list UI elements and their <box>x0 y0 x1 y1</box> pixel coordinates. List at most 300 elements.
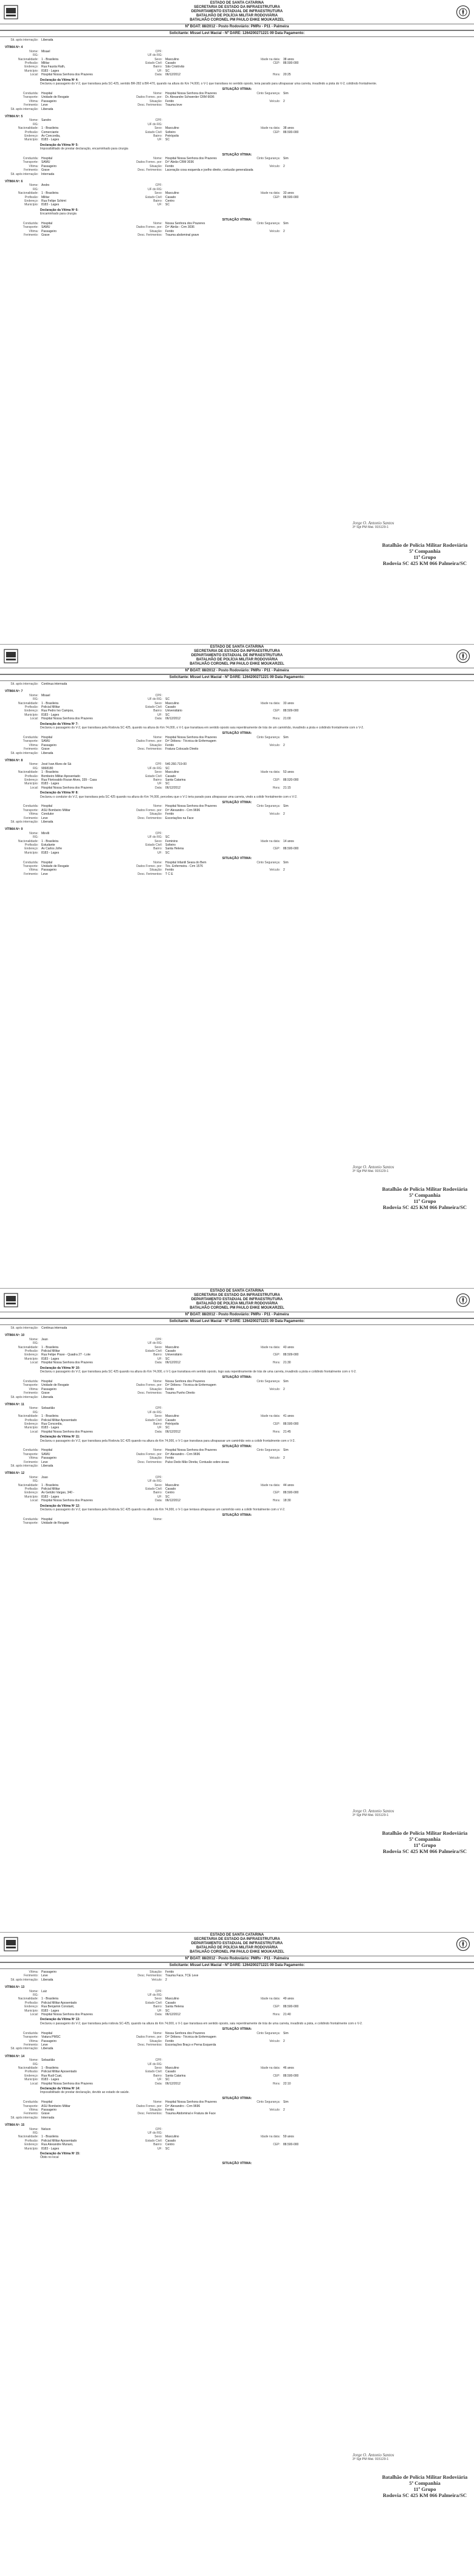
victim-fields <box>5 1338 469 1365</box>
field-label: Situação: <box>149 743 162 747</box>
field-label: Município: <box>24 2146 38 2151</box>
field-value: 49 anos <box>283 1997 294 2001</box>
field-label <box>246 108 282 111</box>
field-label: Vítima: <box>29 1970 38 1974</box>
field-value: Hospital Nossa Senhora dos Prazeres <box>165 804 217 809</box>
page-header <box>0 0 474 22</box>
field-value: Hospital Nossa Senhora dos Prazeres <box>165 735 217 739</box>
field-value: ASU Bombeiro Militar <box>41 808 70 812</box>
field-value: Hospital <box>41 2100 53 2105</box>
field-label: Hora: <box>272 2013 280 2017</box>
field-value: Hospital <box>41 1517 53 1521</box>
field-value <box>283 1464 362 1468</box>
victim-fields <box>5 694 469 721</box>
field-value: Ferido <box>165 743 174 747</box>
field-value: 06/12/2012 <box>165 1430 181 1434</box>
field-label: Dados Fornec. por: <box>136 2035 162 2040</box>
victim-fields <box>5 1476 469 1503</box>
report-page <box>0 644 474 1288</box>
field-value: Rua Concordia, <box>41 1422 63 1426</box>
field-label: Nacionalidade: <box>18 126 38 131</box>
field-label: CEP: <box>273 2143 280 2147</box>
field-value: 20:25 <box>283 73 291 77</box>
field-value: Ferido <box>165 2108 174 2112</box>
field-label: Idade na data: <box>261 2135 280 2139</box>
page-divider <box>0 1932 474 1933</box>
field-label: Nome: <box>29 762 38 767</box>
field-value: Policial Militar Aposentado <box>41 1418 77 1422</box>
field-label: Transporte: <box>22 1521 38 1526</box>
field-value: 1 - Brasileira <box>41 126 59 131</box>
field-label: CPF: <box>155 1337 162 1341</box>
header-line3: DEPARTAMENTO ESTADUAL DE INFRAESTRUTURA <box>191 1942 283 1945</box>
victim-fields <box>5 1406 469 1434</box>
field-value: Centro <box>165 1491 175 1495</box>
victim-section <box>5 180 469 238</box>
field-label: Bairro: <box>153 2005 162 2009</box>
field-value: 8183 - Lages <box>41 138 60 142</box>
field-value: 18:30 <box>283 1499 291 1503</box>
field-value <box>283 173 362 176</box>
field-label: Sit. após internação: <box>10 2115 38 2120</box>
field-label: Nome: <box>153 91 162 95</box>
field-value: Liberada <box>41 751 53 755</box>
field-value: Liberada <box>41 1978 53 1982</box>
field-value: SC <box>165 782 170 786</box>
field-value: SAMU <box>41 739 50 744</box>
stamp-line3: 11º Grupo <box>413 1198 436 1204</box>
page-header <box>0 644 474 666</box>
bo-number-bar: Nº BOAT: 88/2012 - Posto Rodoviário: PMRv - P11 - Palmeira <box>0 1956 474 1962</box>
field-value: Feminino <box>165 839 178 843</box>
field-value: 2 <box>283 164 285 168</box>
field-label: Idade na data: <box>261 126 280 131</box>
header-line1: ESTADO DE SANTA CATARINA <box>210 1289 264 1293</box>
field-label: Conduzida: <box>22 2031 38 2035</box>
field-value: Masculino <box>165 1483 179 1487</box>
field-value: Rua Rudi Cuat, <box>41 2074 63 2078</box>
field-value: Ferido <box>165 99 174 103</box>
unit-stamp <box>379 1186 470 1210</box>
field-label: UF do RG: <box>148 766 162 770</box>
field-label: Município: <box>24 2078 38 2082</box>
field-value: 8183 - Lages <box>41 203 60 207</box>
header-line3: DEPARTAMENTO ESTADUAL DE INFRAESTRUTURA <box>191 10 283 13</box>
field-label: Veículo: <box>269 229 280 233</box>
field-value: Passageiro <box>41 229 57 233</box>
field-value: 06/12/2012 <box>165 1499 181 1503</box>
field-label: Estado Civil: <box>145 61 162 66</box>
header-line2: SECRETARIA DE ESTADO DA INFRAESTRUTURA <box>194 5 280 9</box>
victim-fields <box>5 50 469 77</box>
field-label: Bairro: <box>153 1353 162 1357</box>
field-label: RG: <box>33 1341 38 1346</box>
stamp-line3: 11º Grupo <box>413 2486 436 2492</box>
field-label: CEP: <box>273 130 280 134</box>
field-label: Profissão: <box>24 2070 38 2074</box>
field-value: Solteiro <box>165 843 176 848</box>
field-label: UF do RG: <box>148 835 162 840</box>
field-label: Cinto Segurança: <box>256 804 280 809</box>
field-value: Liberada <box>41 38 53 42</box>
field-value: Santa Helena <box>165 2005 184 2009</box>
field-label: Cinto Segurança: <box>256 735 280 739</box>
field-label <box>246 203 282 207</box>
field-label: Desc. Ferimentos: <box>137 2043 162 2047</box>
field-label: Nome: <box>153 804 162 809</box>
field-value: Sim <box>283 222 289 226</box>
field-label: Desc. Ferimentos: <box>137 1974 162 1978</box>
field-label: Sit. após internação: <box>10 1395 38 1399</box>
field-value <box>283 233 362 237</box>
field-value: 1 - Brasileira <box>41 57 59 61</box>
field-label: Nacionalidade: <box>18 191 38 196</box>
field-label: Desc. Ferimentos: <box>137 103 162 108</box>
field-value: 88.500-000 <box>283 2074 299 2078</box>
field-label: CPF: <box>155 1475 162 1479</box>
field-label: Município: <box>24 2009 38 2013</box>
solicitante-bar: Solicitante: Missel Levi Macial - Nº DARE: 1264200271221 09 Data Pagamento: <box>0 1962 474 1969</box>
field-value: Sim <box>283 735 289 739</box>
field-value: Leve <box>41 872 48 876</box>
field-label: UF: <box>157 2146 162 2151</box>
field-value: Sim <box>283 91 289 95</box>
field-label <box>122 2047 164 2050</box>
solicitante-bar: Solicitante: Missel Levi Macial - Nº DARE: 1264200271221 09 Data Pagamento: <box>0 30 474 37</box>
field-label: Endereço: <box>24 199 38 204</box>
field-value: Leve <box>41 103 48 108</box>
field-label: Vítima: <box>29 1387 38 1391</box>
field-value <box>165 2116 244 2120</box>
field-value: Casado <box>165 705 176 710</box>
field-value: Hospital Nossa Senhora dos Prazeres <box>41 2013 93 2017</box>
field-value: 2 <box>283 99 285 103</box>
field-value: Universitário <box>165 709 182 713</box>
field-label: Nome: <box>153 735 162 739</box>
field-value: Ferido <box>165 1387 174 1391</box>
field-value: 21:40 <box>283 2013 291 2017</box>
field-value: SC <box>165 2078 170 2082</box>
field-value: 8183 - Lages <box>41 1357 60 1361</box>
declaration-title: Declaração da Vítima Nº 15: <box>40 2152 80 2156</box>
field-value: ASU Bombeiro Militar <box>41 2104 70 2108</box>
field-label: Cinto Segurança: <box>256 1379 280 1383</box>
field-label: CPF: <box>155 49 162 53</box>
field-value: 88.500-000 <box>283 847 299 851</box>
field-label <box>246 2147 282 2151</box>
field-label: Hora: <box>272 1499 280 1503</box>
field-label: Data: <box>155 717 162 721</box>
field-label: Situação: <box>149 2108 162 2112</box>
field-value: 53 anos <box>283 770 294 775</box>
field-label: CPF: <box>155 183 162 188</box>
field-value: São Cristóvão <box>165 65 185 69</box>
field-value: Grave <box>41 747 50 752</box>
field-value: SAMU <box>41 160 50 165</box>
field-value: 2 <box>283 1456 285 1461</box>
field-label: CEP: <box>273 195 280 199</box>
field-value: SAMU <box>41 1452 50 1456</box>
field-value: Joao <box>41 1475 48 1479</box>
page-divider <box>0 1288 474 1289</box>
field-label: Data: <box>155 73 162 77</box>
field-label: UF: <box>157 1426 162 1430</box>
field-label: Local: <box>30 717 38 721</box>
field-label: Nome: <box>29 693 38 697</box>
stamp-line1: Batalhão de Polícia Militar Rodoviária <box>382 542 468 548</box>
field-value <box>283 138 362 142</box>
field-value: 43 anos <box>283 1345 294 1349</box>
situacao-fields <box>5 804 469 824</box>
field-label: Nacionalidade: <box>18 2135 38 2139</box>
field-value: 2 <box>283 2108 285 2112</box>
field-value: Leve <box>41 2043 48 2047</box>
victim-title: VÍTIMA Nº: 15 <box>5 2123 25 2128</box>
field-value: Unidade de Resgate <box>41 1521 69 1526</box>
field-value: 33 anos <box>283 701 294 705</box>
field-value: Av Getúlio Vargas, 340 - <box>41 1491 75 1495</box>
field-value: Nossa Senhora dos Prazeres <box>165 2031 205 2035</box>
field-label: Nome: <box>29 118 38 123</box>
field-value: 88.509-000 <box>283 1353 299 1357</box>
field-value: Grave <box>41 1391 50 1396</box>
pm-badge-icon <box>456 1937 470 1951</box>
signature-name: Jorge O. Antonio Santos <box>352 521 394 526</box>
field-value: Trauma Punho Direito <box>165 1391 195 1396</box>
field-label: UF: <box>157 138 162 142</box>
field-value: 46 anos <box>283 2066 294 2070</box>
field-value <box>283 1521 362 1525</box>
field-value: Hospital <box>41 2031 53 2035</box>
field-label: Sit. após internação: <box>10 172 38 176</box>
field-label: Endereço: <box>24 1422 38 1426</box>
field-label: Veículo: <box>269 2108 280 2112</box>
field-label: Nome: <box>153 156 162 160</box>
header-line1: ESTADO DE SANTA CATARINA <box>210 645 264 649</box>
field-label: Município: <box>24 138 38 142</box>
field-value: Casado <box>165 1349 176 1354</box>
declaration-title: Declaração da Vítima Nº 10: <box>40 1366 80 1370</box>
field-label: Profissão: <box>24 2139 38 2143</box>
field-label: Nacionalidade: <box>18 57 38 61</box>
field-value: 2 <box>283 1387 285 1391</box>
field-label: Nome: <box>153 1448 162 1453</box>
field-label: CPF: <box>155 2058 162 2063</box>
field-value: Masculino <box>165 2066 179 2070</box>
field-label: Estado Civil: <box>145 195 162 199</box>
header-line4: BATALHÃO DE POLÍCIA MILITAR RODOVIÁRIA <box>196 658 278 662</box>
field-label: Dados Fornec. por: <box>136 1452 162 1456</box>
field-value: Policial Militar <box>41 705 60 710</box>
field-label: Cinto Segurança: <box>256 1448 280 1453</box>
field-label: Dados Fornec. por: <box>136 95 162 100</box>
situacao-title: SITUAÇÃO VÍTIMA: <box>222 1444 252 1448</box>
field-label: Desc. Ferimentos: <box>137 872 162 876</box>
field-label: RG: <box>33 53 38 58</box>
field-value: 2 <box>283 743 285 747</box>
field-value: Masculino <box>165 1997 179 2001</box>
field-label: Profissão: <box>24 705 38 710</box>
field-label <box>122 820 164 824</box>
field-value: SC <box>165 138 170 142</box>
field-label: Ferimento: <box>24 1460 38 1464</box>
field-value: Ferido <box>165 1970 174 1974</box>
field-label: CEP: <box>273 1353 280 1357</box>
field-value: 1 - Brasileira <box>41 2066 59 2070</box>
field-label: UF do RG: <box>148 1993 162 1998</box>
field-label: Local: <box>30 1361 38 1365</box>
field-label: CEP: <box>273 847 280 851</box>
field-label: Conduzida: <box>22 91 38 95</box>
field-value: 14 anos <box>283 839 294 843</box>
field-label: CPF: <box>155 693 162 697</box>
field-label <box>246 752 282 755</box>
victim-title: VÍTIMA Nº: 9 <box>5 827 23 832</box>
declaration-title: Declaração da Vítima Nº 4: <box>40 78 78 82</box>
field-value: Hospital <box>41 804 53 809</box>
header-line3: DEPARTAMENTO ESTADUAL DE INFRAESTRUTURA <box>191 1298 283 1301</box>
situacao-fields <box>5 157 469 176</box>
field-label: Endereço: <box>24 2005 38 2009</box>
field-value: Ferido <box>165 1456 174 1461</box>
victim-title: VÍTIMA Nº: 6 <box>5 180 23 183</box>
field-label: Idade na data: <box>261 1414 280 1419</box>
field-value: Hospital Nossa Senhora dos Prazeres <box>165 1448 217 1453</box>
field-value: 06/12/2012 <box>165 2013 181 2017</box>
victim-section <box>5 1985 469 2051</box>
field-value: Liberada <box>41 1395 53 1399</box>
victim-section <box>5 2123 469 2165</box>
field-value: Passageiro <box>41 99 57 103</box>
situacao-title: SITUAÇÃO VÍTIMA: <box>222 152 252 157</box>
field-label: Endereço: <box>24 134 38 138</box>
signature-name: Jorge O. Antonio Santos <box>352 2453 394 2458</box>
field-label <box>246 1396 282 1399</box>
field-value: 88.509-000 <box>283 709 299 713</box>
field-label: Transporte: <box>22 95 38 100</box>
field-label: Município: <box>24 782 38 786</box>
field-value: Hospital Nossa Senhora dos Prazeres <box>41 717 93 721</box>
situacao-title: SITUAÇÃO VÍTIMA: <box>222 218 252 222</box>
field-label: UF: <box>157 1495 162 1499</box>
field-value: Casado <box>165 2070 176 2074</box>
field-label: UF do RG: <box>148 187 162 191</box>
field-label <box>246 1521 282 1525</box>
field-label: Situação: <box>149 1456 162 1461</box>
field-value: Grave <box>41 233 50 238</box>
field-value: Ferido <box>165 868 174 872</box>
field-value: Mirelli <box>41 831 50 835</box>
field-value: Masculino <box>165 57 179 61</box>
continuation-rows <box>5 682 469 686</box>
unit-stamp <box>379 542 470 566</box>
field-label: Cinto Segurança: <box>256 860 280 865</box>
unit-stamp <box>379 2474 470 2498</box>
officer-signature <box>352 2453 450 2461</box>
field-label: Nome: <box>153 1517 162 1521</box>
field-label: Hora: <box>272 73 280 77</box>
field-label: Local: <box>30 786 38 790</box>
field-label: Nacionalidade: <box>18 1345 38 1349</box>
field-value: Drº Alexandro - Crm 9696 <box>165 1452 201 1456</box>
field-label: Ferimento: <box>24 2043 38 2047</box>
victim-section <box>5 690 469 755</box>
situacao-title: SITUAÇÃO VÍTIMA: <box>222 87 252 92</box>
field-label: Sexo: <box>154 701 162 705</box>
stamp-line2: 5ª Companhia <box>409 1836 441 1842</box>
field-label: Transporte: <box>22 1383 38 1388</box>
field-label: Sit. após internação: <box>10 1464 38 1468</box>
stamp-line1: Batalhão de Polícia Militar Rodoviária <box>382 1186 468 1192</box>
field-label: CEP: <box>273 61 280 66</box>
field-label: UF: <box>157 69 162 73</box>
field-label: UF do RG: <box>148 2131 162 2136</box>
field-label: Vítima: <box>29 2108 38 2112</box>
report-page <box>0 1932 474 2576</box>
field-value: 2 <box>165 1978 167 1982</box>
declaration-text: Declarou o passageiro do V-2, que transitava pela Rodovia SC 425, quando na altura do Km 74,000, o V-1 que transitava em sentido oposto saiu repentinamente de trás de um caminhão, invadindo a pista e colidindo frontalmente com o V-2. <box>40 726 364 730</box>
victim-title: VÍTIMA Nº: 7 <box>5 690 23 694</box>
field-value: 2 <box>283 868 285 872</box>
field-value: Misael <box>41 693 50 697</box>
field-value: Masculino <box>165 1414 179 1419</box>
field-label <box>246 2116 282 2120</box>
field-value: Jean <box>41 1337 48 1341</box>
field-value: 88.500-000 <box>283 61 299 66</box>
field-label: Desc. Ferimentos: <box>137 1391 162 1396</box>
page-body <box>0 682 474 876</box>
field-label: CPF: <box>155 762 162 767</box>
field-value: 06/12/2012 <box>165 717 181 721</box>
field-value: Sim <box>283 156 289 160</box>
declaration-text: Declarou o passageiro do V-2, que transitava pela Rodovia SC 425 quando na altura do Km 74,000, o V-1 que tentava ultrapassar um caminhão veio a colidir frontalmente com o V-2. <box>40 1508 286 1512</box>
field-value: 8183 - Lages <box>41 2009 60 2013</box>
field-label: Vítima: <box>29 99 38 103</box>
field-value <box>165 108 244 111</box>
field-label: Município: <box>24 713 38 717</box>
header-line5: BATALHÃO CORONEL PM PAULO EHKE MOUKARZEL <box>190 1306 284 1310</box>
field-label: Bairro: <box>153 65 162 69</box>
field-value <box>283 872 362 876</box>
field-value: 06/12/2012 <box>165 2081 181 2086</box>
field-label: Município: <box>24 1357 38 1361</box>
field-value: Masculino <box>165 1345 179 1349</box>
field-value <box>283 1396 362 1399</box>
field-value: 1 - Brasileira <box>41 839 59 843</box>
field-value: 59 anos <box>283 2135 294 2139</box>
stamp-line2: 5ª Companhia <box>409 1192 441 1198</box>
field-label: Data: <box>155 1430 162 1434</box>
field-label: Estado Civil: <box>145 774 162 778</box>
field-label: Dados Fornec. por: <box>136 808 162 812</box>
field-label: Nome: <box>153 222 162 226</box>
field-label: Endereço: <box>24 65 38 69</box>
field-value: 38 anos <box>283 126 294 131</box>
field-value: 2 <box>283 812 285 817</box>
field-label: Profissão: <box>24 1418 38 1422</box>
field-label: Local: <box>30 2013 38 2017</box>
field-value: Pulso Dedo Mão Direita; Contusão sobre áreas <box>165 1460 229 1464</box>
header-line2: SECRETARIA DE ESTADO DA INFRAESTRUTURA <box>194 1293 280 1297</box>
field-value: Policial Militar Aposentado <box>41 2139 77 2143</box>
field-label: Idade na data: <box>261 1345 280 1349</box>
field-label: Bairro: <box>153 134 162 138</box>
declaration-text: Declarou o passageiro do V-2, que transitava pela SC-425, sentido BR-282 à BR-470, quando na altura do Km 74,000, o V-1 que transitava no sentido oposto, teria parado para ultrapassar uma carreta, invadindo a pista do V-2, colidindo frontalmente. <box>40 82 377 86</box>
field-value <box>283 108 362 111</box>
field-label: Idade na data: <box>261 839 280 843</box>
field-value: 88.500-000 <box>283 1422 299 1426</box>
field-value: 1 - Brasileira <box>41 1997 59 2001</box>
